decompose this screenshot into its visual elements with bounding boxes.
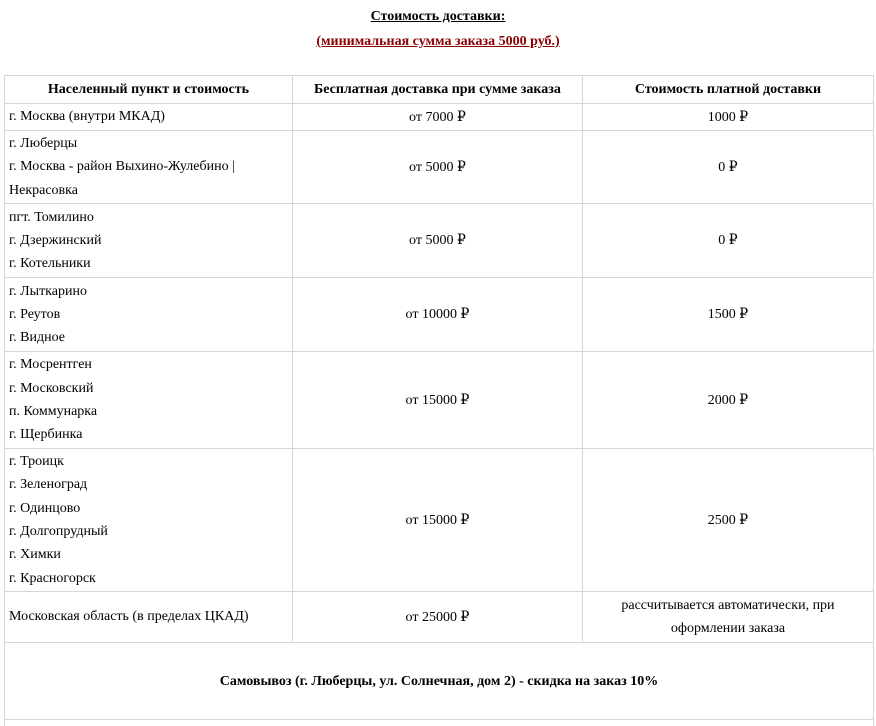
table-body <box>5 104 874 726</box>
place-name: г. Московский <box>9 377 288 400</box>
place-name: г. Долгопрудный <box>9 520 288 543</box>
table-row <box>5 592 874 643</box>
place-name: пгт. Томилино <box>9 206 288 229</box>
table-row <box>5 204 874 278</box>
place-name: г. Красногорск <box>9 567 288 590</box>
spacer-cell <box>5 720 874 726</box>
cell-free-delivery-threshold: от 15000 ₽ <box>292 449 582 592</box>
cell-place <box>5 278 293 352</box>
table-row <box>5 449 874 592</box>
cell-paid-delivery-cost: 2500 ₽ <box>582 449 873 592</box>
cell-place <box>5 352 293 449</box>
page-title: Стоимость доставки: <box>0 9 876 25</box>
cell-paid-delivery-cost: 0 ₽ <box>582 204 873 278</box>
table-row <box>5 104 874 131</box>
table-row <box>5 278 874 352</box>
place-name: г. Мосрентген <box>9 353 288 376</box>
place-name: г. Люберцы <box>9 132 288 155</box>
column-header-free-delivery: Бесплатная доставка при сумме заказа <box>292 76 582 104</box>
cell-place <box>5 204 293 278</box>
cell-free-delivery-threshold: от 15000 ₽ <box>292 352 582 449</box>
cell-place <box>5 449 293 592</box>
place-name: г. Щербинка <box>9 423 288 446</box>
column-header-place: Населенный пункт и стоимость <box>5 76 293 104</box>
cell-paid-delivery-cost: 2000 ₽ <box>582 352 873 449</box>
place-name: г. Химки <box>9 543 288 566</box>
place-name: Некрасовка <box>9 179 288 202</box>
place-name: п. Коммунарка <box>9 400 288 423</box>
cell-paid-delivery-cost: 1000 ₽ <box>582 104 873 131</box>
place-name: г. Зеленоград <box>9 473 288 496</box>
place-name: г. Дзержинский <box>9 229 288 252</box>
place-name: г. Троицк <box>9 450 288 473</box>
table-header-row <box>5 76 874 104</box>
delivery-cost-table <box>4 75 874 726</box>
column-header-paid-delivery: Стоимость платной доставки <box>582 76 873 104</box>
pickup-discount-note: Самовывоз (г. Люберцы, ул. Солнечная, дом 2) - скидка на заказ 10% <box>5 643 874 720</box>
minimum-order-note: (минимальная сумма заказа 5000 руб.) <box>0 34 876 50</box>
pickup-row <box>5 643 874 720</box>
cell-free-delivery-threshold: от 25000 ₽ <box>292 592 582 643</box>
cell-place <box>5 131 293 204</box>
place-name: г. Реутов <box>9 303 288 326</box>
cell-place <box>5 592 293 643</box>
cell-paid-delivery-cost: рассчитывается автоматически, при оформлении заказа <box>582 592 873 643</box>
place-name: Московская область (в пределах ЦКАД) <box>9 605 288 628</box>
table-row <box>5 352 874 449</box>
table-row <box>5 131 874 204</box>
cell-free-delivery-threshold: от 5000 ₽ <box>292 204 582 278</box>
place-name: г. Москва - район Выхино-Жулебино | <box>9 155 288 178</box>
cell-free-delivery-threshold: от 7000 ₽ <box>292 104 582 131</box>
cell-free-delivery-threshold: от 10000 ₽ <box>292 278 582 352</box>
place-name: г. Котельники <box>9 252 288 275</box>
place-name: г. Москва (внутри МКАД) <box>9 105 288 128</box>
place-name: г. Видное <box>9 326 288 349</box>
cell-free-delivery-threshold: от 5000 ₽ <box>292 131 582 204</box>
cell-paid-delivery-cost: 1500 ₽ <box>582 278 873 352</box>
table-bottom-spacer <box>5 720 874 726</box>
place-name: г. Одинцово <box>9 497 288 520</box>
place-name: г. Лыткарино <box>9 280 288 303</box>
cell-paid-delivery-cost: 0 ₽ <box>582 131 873 204</box>
cell-place <box>5 104 293 131</box>
